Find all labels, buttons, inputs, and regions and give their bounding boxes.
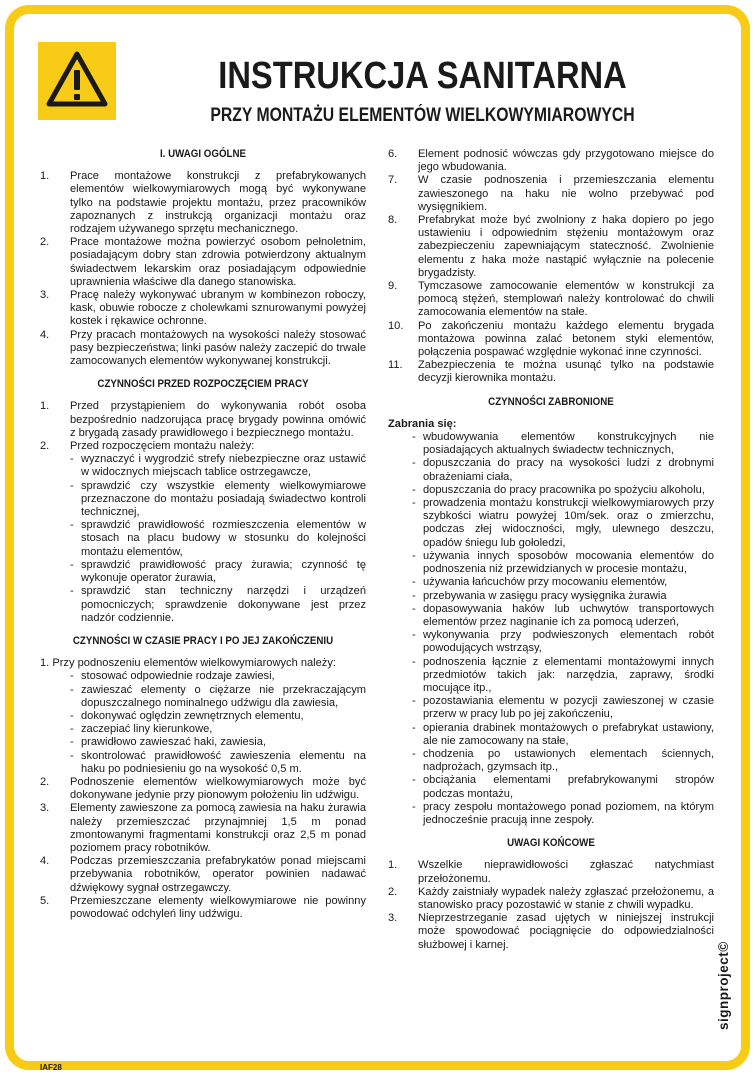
before-work-list — [40, 400, 366, 624]
left-column — [40, 148, 366, 921]
sub-list-item: - opierania drabinek montażowych o prefabrykat ustawiony, ale nie zamocowany na stałe, — [412, 722, 714, 748]
brand-label: signproject© — [716, 941, 731, 1030]
sub-list — [40, 670, 366, 776]
product-code: IAF28 — [40, 1063, 62, 1072]
list-item: 4. Podczas przemieszczania prefabrykatów ponad miejscami przebywania robotników, operator powinien nadawać dźwiękowy sygnał ostrzegawczy. — [40, 855, 366, 894]
during-work-list-continued — [388, 148, 714, 386]
sub-list-item: - używania łańcuchów przy mocowaniu elementów, — [412, 576, 714, 589]
sub-list-item: - sprawdzić prawidłowość rozmieszczenia elementów w stosach na placu budowy w stosunku do kolejności montażu elementów, — [70, 519, 366, 559]
list-item: 2. Podnoszenie elementów wielkowymiarowych może być dokonywane jedynie przy pionowym położeniu lin udźwigu. — [40, 775, 366, 802]
section-heading: UWAGI KOŃCOWE — [507, 837, 595, 850]
sub-list-item: - sprawdzić prawidłowość pracy żurawia; czynność tę wykonuje operator żurawia, — [70, 559, 366, 585]
sub-list-item: - pozostawiania elementu w pozycji zawieszonej w czasie przerw w pracy lub po jej zakończeniu, — [412, 695, 714, 721]
section-heading: CZYNNOŚCI W CZASIE PRACY I PO JEJ ZAKOŃCZENIU — [72, 634, 334, 647]
sub-list-item: - zaczepiać liny kierunkowe, — [70, 723, 366, 736]
sub-list-item: - prawidłowo zawieszać haki, zawiesia, — [70, 736, 366, 749]
list-item: 1. Przed przystąpieniem do wykonywania robót osoba bezpośrednio nadzorująca pracę brygady powinna omówić z brygadą zasady prawidłowego i bezpiecznego montażu. — [40, 400, 366, 439]
list-item: 3. Pracę należy wykonywać ubranym w kombinezon roboczy, kask, obuwie robocze z cholewkami sznurowanymi powyżej kostek i rękawice ochronne. — [40, 289, 366, 328]
right-column — [388, 148, 714, 952]
sub-list-item: - dopuszczania do pracy pracownika po spożyciu alkoholu, — [412, 484, 714, 497]
list-item: 6. Element podnosić wówczas gdy przygotowano miejsce do jego wbudowania. — [388, 148, 714, 174]
page-subtitle: PRZY MONTAŻU ELEMENTÓW WIELKOWYMIAROWYCH — [210, 105, 635, 126]
sub-list-item: - dokonywać oględzin zewnętrznych elementu, — [70, 710, 366, 723]
list-item: 10. Po zakończeniu montażu każdego elementu brygada montażowa powinna zalać betonem styki elementów, połączenia pospawać względnie wykonać inne czynności. — [388, 319, 714, 359]
list-item: 5. Przemieszczane elementy wielkowymiarowe nie powinny powodować odchyleń liny udźwigu. — [40, 894, 366, 920]
list-item: 9. Tymczasowe zamocowanie elementów w konstrukcji za pomocą stężeń, stemplowań należy kontrolować do chwili zamocowania elementów na stałe. — [388, 280, 714, 319]
list-item: 2. Przed rozpoczęciem montażu należy: - wyznaczyć i wygrodzić strefy niebezpieczne oraz ustawić w widocznych miejscach tablice ostrzegawcze, - sprawdzić czy wszystkie elementy wielkowymiarowe przeznaczone do montażu posiadają świadectwo kontroli technicznej, - sprawdzić prawidłowość rozmieszczenia elementów w stosach na placu budowy w stosunku do kolejności montażu elementów, - sprawdzić prawidłowość pracy żurawia; czynność tę wykonuje operator żurawia, - sprawdzić stan techniczny narzędzi i urządzeń pomocniczych; sprawdzenie dokonywane jest przez nadzór codziennie. — [40, 440, 366, 625]
page-title: INSTRUKCJA SANITARNA — [218, 55, 627, 97]
sub-list-item: - podnoszenia łącznie z elementami montażowymi innych przedmiotów takich jak: narzędzia, zaprawy, środki mocujące itp., — [412, 656, 714, 696]
sub-list-item: - pracy zespołu montażowego ponad poziomem, na którym jednocześnie pracują inne zespoły. — [412, 801, 714, 827]
list-item: 7. W czasie podnoszenia i przemieszczania elementu zawieszonego na haku nie wolno przebywać pod wysięgnikiem. — [388, 174, 714, 213]
warning-triangle-icon — [38, 42, 116, 120]
section-heading: CZYNNOŚCI PRZED ROZPOCZĘCIEM PRACY — [97, 378, 309, 391]
sub-list-item: - skontrolować prawidłowość zawieszenia elementu na haku po podniesieniu go na wysokość 0,5 m. — [70, 750, 366, 776]
sub-list-item: - sprawdzić stan techniczny narzędzi i urządzeń pomocniczych; sprawdzenie dokonywane jest przez nadzór codziennie. — [70, 585, 366, 625]
sub-list — [70, 453, 366, 625]
sub-list-item: - używania innych sposobów mocowania elementów do podnoszenia niż przewidzianych w procesie montażu, — [412, 550, 714, 576]
section-heading: CZYNNOŚCI ZABRONIONE — [488, 395, 614, 408]
warning-sign — [38, 42, 116, 120]
sub-list-item: - wykonywania przy podwieszonych elementach robót powodujących wstrząsy, — [412, 629, 714, 655]
sub-list-item: - sprawdzić czy wszystkie elementy wielkowymiarowe przeznaczone do montażu posiadają świadectwo kontroli technicznej, — [70, 480, 366, 520]
list-item: 1. Prace montażowe konstrukcji z prefabrykowanych elementów wielkowymiarowych mogą być wykonywane tylko na podstawie projektu montażu, przez pracowników zapoznanych z instrukcją organizacji montażu oraz rodzajem używanego sprzętu mechanicznego. — [40, 170, 366, 236]
sub-list-item: - prowadzenia montażu konstrukcji wielkowymiarowych przy szybkości wiatru powyżej 10m/sek. oraz o zmierzchu, podczas złej widoczności, mgły, ulewnego deszczu, opadów śniegu lub gołoledzi, — [412, 497, 714, 550]
list-item: 4. Przy pracach montażowych na wysokości należy stosować pasy bezpieczeństwa; linki pasów należy zaczepić do trwale zamocowanych elementów wykonywanej konstrukcji. — [40, 328, 366, 368]
list-item: 3. Elementy zawieszone za pomocą zawiesia na haku żurawia należy przemieszczać przynajmniej 1,5 m ponad zmontowanymi fragmentami konstrukcji oraz 2,5 m ponad poziomem pracy robotników. — [40, 802, 366, 854]
final-notes-list — [388, 859, 714, 951]
list-item: 1. Wszelkie nieprawidłowości zgłaszać natychmiast przełożonemu. — [388, 859, 714, 885]
list-item: 8. Prefabrykat może być zwolniony z haka dopiero po jego ustawieniu i odpowiednim stężeniu montażowym oraz zabezpieczeniu zapewniającym stateczność. Zwolnienie elementu z haka może nastąpić wyłącznie na polecenie brygadzisty. — [388, 214, 714, 279]
forbidden-label: Zabrania się: — [388, 417, 457, 430]
list-item: 11. Zabezpieczenia te można usunąć tylko na podstawie decyzji kierownika montażu. — [388, 359, 714, 385]
sub-list-item: - wyznaczyć i wygrodzić strefy niebezpieczne oraz ustawić w widocznych miejscach tablice ostrzegawcze, — [70, 453, 366, 479]
list-item: 3. Nieprzestrzeganie zasad ujętych w niniejszej instrukcji może spowodować pociągnięcie do odpowiedzialności służbowej i karnej. — [388, 912, 714, 951]
sub-list-item: - dopasowywania haków lub uchwytów transportowych elementów przez naginanie ich za pomocą uderzeń, — [412, 603, 714, 629]
sub-list-item: - chodzenia po ustawionych elementach ściennych, nadprożach, gzymsach itp., — [412, 748, 714, 774]
forbidden-list — [388, 431, 714, 827]
sub-list-item: - przebywania w zasięgu pracy wysięgnika żurawia — [412, 590, 714, 603]
list-item: 2. Prace montażowe można powierzyć osobom pełnoletnim, posiadającym dobry stan zdrowia potwierdzony aktualnym świadectwem lekarskim oraz posiadającym odpowiednie uprawnienia właściwe dla danego stanowiska. — [40, 236, 366, 288]
during-work-list — [40, 776, 366, 921]
sub-list-item: - obciążania elementami prefabrykowanymi stropów podczas montażu, — [412, 774, 714, 800]
section-heading: I. UWAGI OGÓLNE — [159, 148, 247, 160]
sub-list-item: - stosować odpowiednie rodzaje zawiesi, — [70, 670, 366, 683]
sub-list-item: - wbudowywania elementów konstrukcyjnych nie posiadających aktualnych świadectw technicznych, — [412, 431, 714, 457]
general-notes-list — [40, 170, 366, 368]
list-item: 2. Każdy zaistniały wypadek należy zgłaszać przełożonemu, a stanowisko pracy pozostawić w stanie z chwili wypadku. — [388, 885, 714, 911]
paragraph: 1. Przy podnoszeniu elementów wielkowymiarowych należy: — [40, 657, 336, 670]
sub-list-item: - dopuszczania do pracy na wysokości ludzi z drobnymi obrażeniami ciała, — [412, 457, 714, 483]
sub-list-item: - zawieszać elementy o ciężarze nie przekraczającym dopuszczalnego nominalnego udźwigu dla zawiesia, — [70, 684, 366, 710]
